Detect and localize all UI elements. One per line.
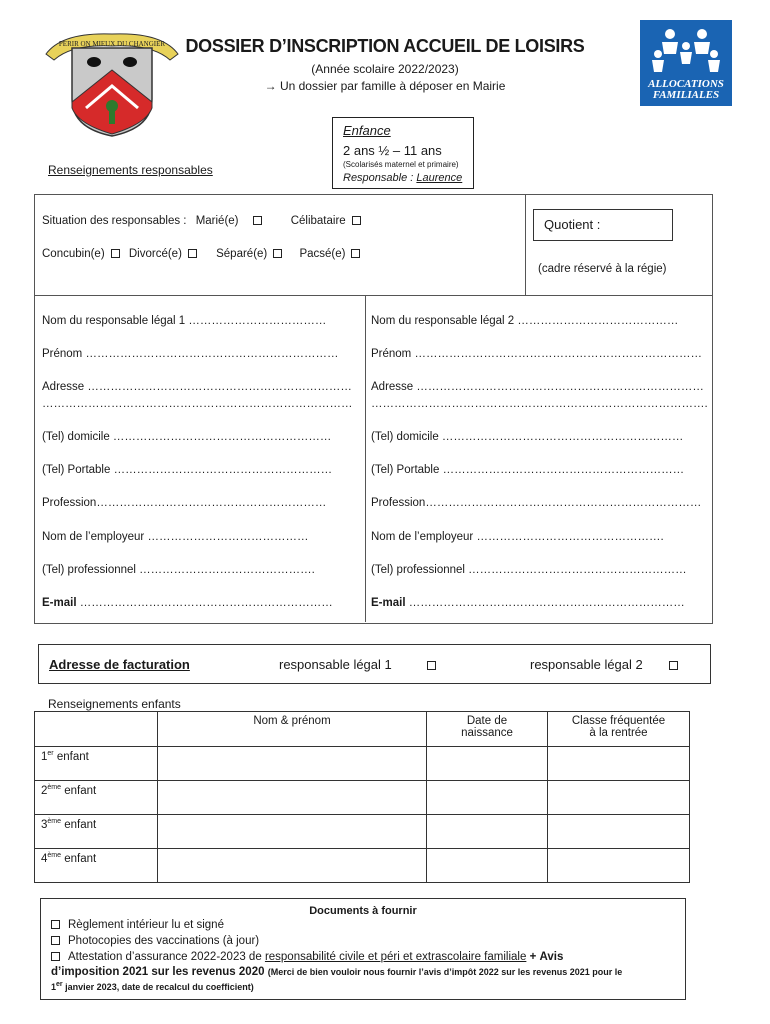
resp1-email[interactable] [42, 597, 333, 609]
child-classe-cell[interactable] [548, 747, 690, 781]
doc-item-2: Photocopies des vaccinations (à jour) [51, 935, 259, 947]
facturation-opt2-checkbox[interactable] [669, 661, 678, 670]
resp1-adresse2[interactable]: ……………………………………………………………………… [42, 398, 353, 410]
child-nom-cell[interactable] [158, 849, 427, 883]
responsables-form [34, 194, 713, 624]
documents-title: Documents à fournir [309, 905, 417, 917]
doc-item-2-checkbox[interactable] [51, 936, 60, 945]
divorce-checkbox[interactable] [188, 249, 197, 258]
child-label: 3ème enfant [35, 815, 158, 849]
responsable-name: Laurence [416, 172, 463, 184]
resp2-email-dots: ……………………………………………………………… [408, 597, 685, 609]
header-classe-line2: à la rentrée [589, 727, 648, 739]
celibataire-checkbox[interactable] [352, 216, 361, 225]
documents-box [40, 898, 686, 1000]
header-date-line2: naissance [461, 727, 513, 739]
resp1-nom[interactable]: Nom du responsable légal 1 ……………………………… [42, 315, 327, 327]
resp2-tel-pro[interactable]: (Tel) professionnel ………………………………………………… [371, 564, 687, 576]
situation-row-2 [42, 248, 360, 260]
doc-item-3-checkbox[interactable] [51, 952, 60, 961]
table-row [35, 815, 690, 849]
doc-item-3: Attestation d’assurance 2022-2023 de responsabilité civile et péri et extrascolaire familiale + Avis [51, 951, 563, 963]
table-row [35, 849, 690, 883]
table-row [35, 747, 690, 781]
child-date-cell[interactable] [427, 849, 548, 883]
table-header-row [35, 712, 690, 747]
doc-line-4: d’imposition 2021 sur les revenus 2020 (Merci de bien vouloir nous fournir l’avis d’impôt 2022 sur les revenus 2021 pour le [51, 966, 623, 978]
child-classe-cell[interactable] [548, 781, 690, 815]
child-nom-cell[interactable] [158, 815, 427, 849]
child-date-cell[interactable] [427, 815, 548, 849]
submission-note: → Un dossier par famille à déposer en Mairie [264, 79, 506, 93]
header-nom: Nom & prénom [158, 712, 427, 747]
resp1-email-dots: ………………………………………………………… [79, 597, 333, 609]
quotient-box[interactable] [533, 209, 673, 241]
enfants-table [34, 711, 690, 883]
situation-label: Situation des responsables : [42, 215, 187, 227]
facturation-opt1-checkbox[interactable] [427, 661, 436, 670]
resp1-employeur[interactable]: Nom de l’employeur …………………………………… [42, 531, 309, 543]
responsable-label: Responsable : [343, 172, 414, 184]
resp2-adresse2[interactable]: ……………………………………………………………………………. [371, 398, 708, 410]
resp2-email-label: E-mail [371, 597, 406, 609]
concubin-label: Concubin(e) [42, 248, 105, 260]
family-figures-icon [640, 24, 732, 80]
doc-item-1-checkbox[interactable] [51, 920, 60, 929]
child-nom-cell[interactable] [158, 747, 427, 781]
child-date-cell[interactable] [427, 747, 548, 781]
caf-logo-text [640, 79, 732, 101]
resp1-prenom[interactable]: Prénom ………………………………………………………… [42, 348, 339, 360]
divider [35, 295, 712, 296]
resp1-profession[interactable]: Profession…………………………………………………… [42, 497, 327, 509]
caf-logo-line1: ALLOCATIONS [648, 78, 724, 90]
resp2-adresse[interactable]: Adresse ………………………………………………………………… [371, 381, 704, 393]
resp2-tel-domicile[interactable]: (Tel) domicile ……………………………………………………… [371, 431, 684, 443]
section-label-responsables: Renseignements responsables [48, 163, 213, 177]
facturation-opt2-label: responsable légal 2 [530, 657, 643, 672]
resp2-tel-portable[interactable]: (Tel) Portable ……………………………………………………… [371, 464, 685, 476]
divorce-label: Divorcé(e) [128, 248, 182, 260]
resp2-email[interactable] [371, 597, 685, 609]
resp2-employeur[interactable]: Nom de l’employeur …………………………………………. [371, 531, 664, 543]
header-classe-line1: Classe fréquentée [571, 715, 666, 727]
resp1-tel-domicile[interactable]: (Tel) domicile ………………………………………………… [42, 431, 332, 443]
separe-label: Séparé(e) [216, 248, 268, 260]
pacse-label: Pacsé(e) [299, 248, 346, 260]
header-date [427, 712, 548, 747]
header-date-line1: Date de [466, 715, 508, 727]
child-classe-cell[interactable] [548, 849, 690, 883]
marie-checkbox[interactable] [253, 216, 262, 225]
crest-motto-text: PERIR ON MIEUX DU CHANGIER [58, 40, 166, 48]
enfance-schools: (Scolarisés maternel et primaire) [343, 160, 459, 169]
resp2-prenom[interactable]: Prénom ………………………………………………………………… [371, 348, 702, 360]
situation-row-1 [42, 215, 361, 227]
page-title: DOSSIER D’INSCRIPTION ACCUEIL DE LOISIRS [185, 36, 585, 56]
quotient-note: (cadre réservé à la régie) [538, 263, 667, 275]
enfance-title: Enfance [343, 123, 391, 138]
child-label: 1er enfant [35, 747, 158, 781]
header-classe [548, 712, 690, 747]
child-label: 4ème enfant [35, 849, 158, 883]
resp2-profession[interactable]: Profession……………………………………………………………… [371, 497, 702, 509]
school-year: (Année scolaire 2022/2023) [311, 62, 459, 76]
celibataire-label: Célibataire [290, 215, 346, 227]
separe-checkbox[interactable] [273, 249, 282, 258]
child-date-cell[interactable] [427, 781, 548, 815]
enfance-responsable [343, 172, 462, 184]
child-nom-cell[interactable] [158, 781, 427, 815]
facturation-opt1-label: responsable légal 1 [279, 657, 392, 672]
enfance-ages: 2 ans ½ – 11 ans [343, 143, 442, 158]
table-row [35, 781, 690, 815]
pacse-checkbox[interactable] [351, 249, 360, 258]
marie-label: Marié(e) [195, 215, 239, 227]
resp1-tel-portable[interactable]: (Tel) Portable ………………………………………………… [42, 464, 333, 476]
doc-line-5: 1er janvier 2023, date de recalcul du coefficient) [51, 981, 254, 992]
child-classe-cell[interactable] [548, 815, 690, 849]
enfants-title: Renseignements enfants [48, 697, 181, 711]
doc-item-1: Règlement intérieur lu et signé [51, 919, 224, 931]
caf-logo [640, 20, 732, 106]
facturation-box [38, 644, 711, 684]
caf-logo-line2: FAMILIALES [652, 89, 720, 101]
quotient-label: Quotient : [544, 217, 601, 232]
child-label: 2ème enfant [35, 781, 158, 815]
resp1-email-label: E-mail [42, 597, 77, 609]
resp2-nom[interactable]: Nom du responsable légal 2 …………………………………… [371, 315, 679, 327]
divider [525, 195, 526, 295]
enfance-box [332, 117, 474, 189]
divider [365, 295, 366, 622]
concubin-checkbox[interactable] [111, 249, 120, 258]
header-empty-cell [35, 712, 158, 747]
resp1-adresse[interactable]: Adresse …………………………………………………………… [42, 381, 352, 393]
facturation-label: Adresse de facturation [49, 657, 190, 672]
resp1-tel-pro[interactable]: (Tel) professionnel ………………………………………. [42, 564, 315, 576]
